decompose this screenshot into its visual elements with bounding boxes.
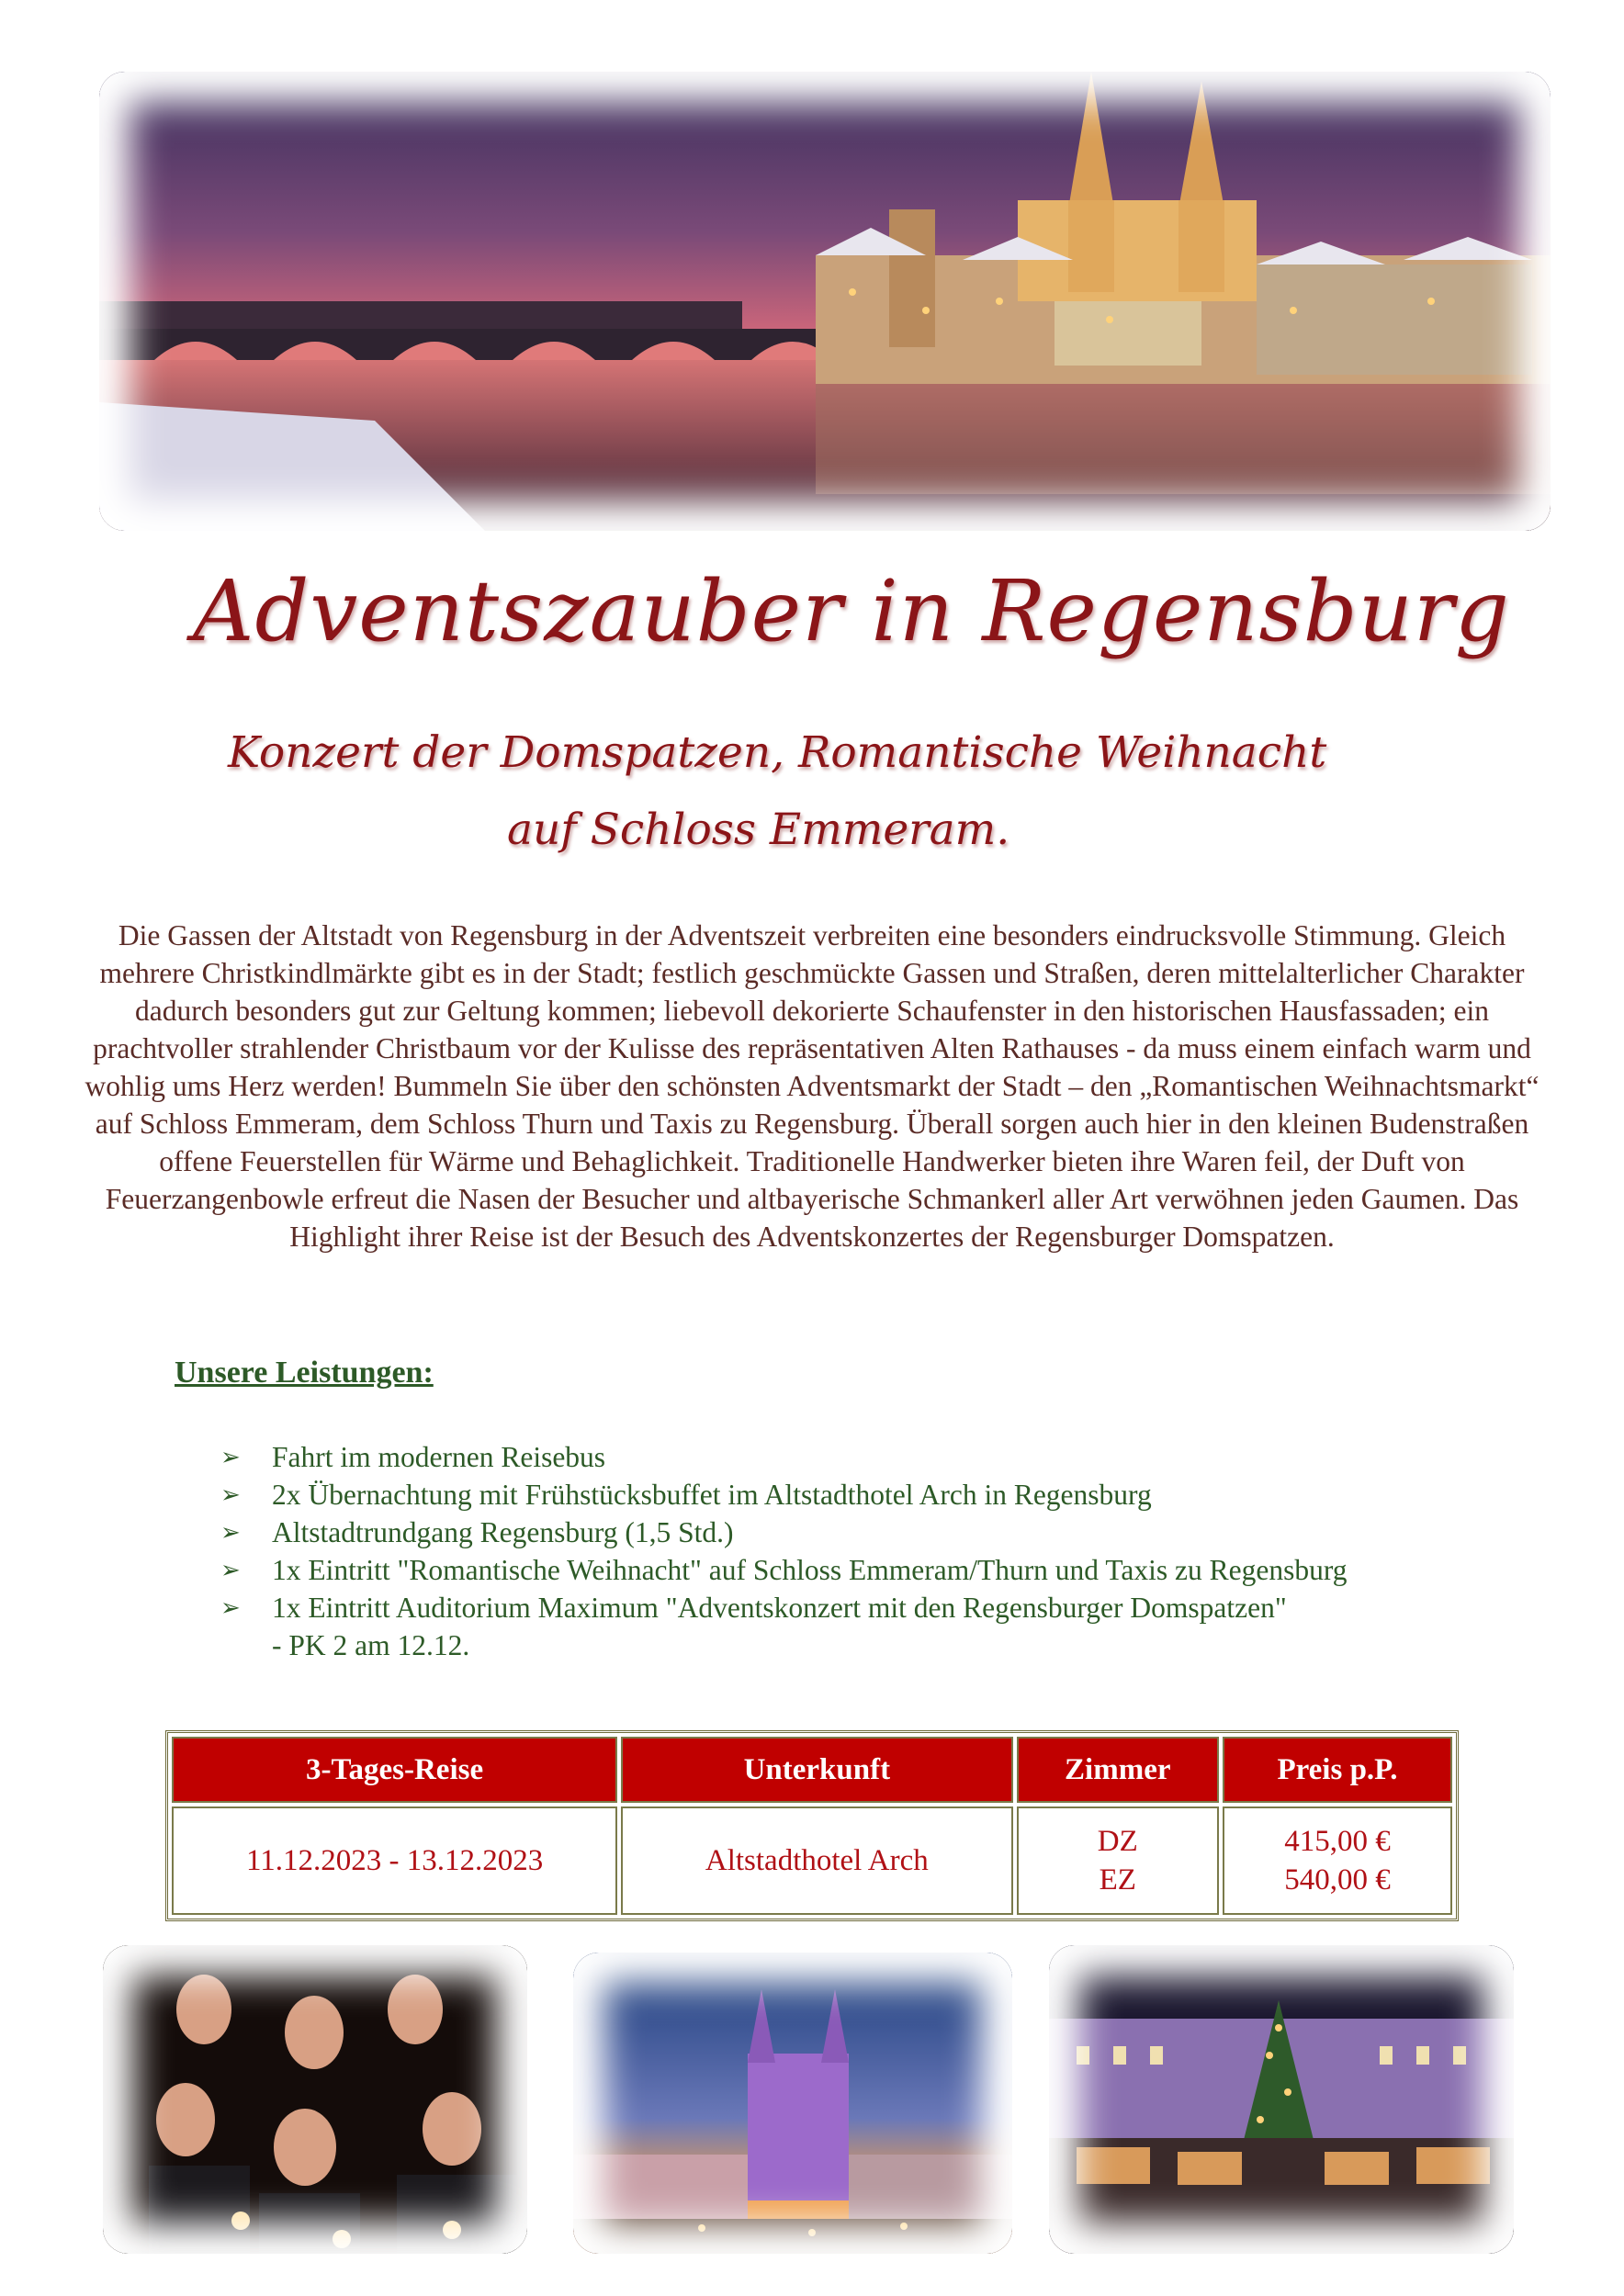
subtitle-line2: auf Schloss Emmeram.: [507, 805, 1010, 855]
list-item: ➢ 2x Übernachtung mit Frühstücksbuffet im Altstadthotel Arch in Regensburg: [220, 1476, 1506, 1514]
list-item: ➢ Fahrt im modernen Reisebus: [220, 1438, 1506, 1476]
list-item: ➢ Altstadtrundgang Regensburg (1,5 Std.): [220, 1514, 1506, 1551]
photo-choir-boys: [103, 1945, 527, 2254]
photo-christmas-market-castle: [1049, 1945, 1514, 2254]
table-header-row: [172, 1737, 1452, 1803]
hero-photo-regensburg-skyline: [99, 72, 1551, 531]
room-dz: DZ: [1097, 1825, 1138, 1858]
cell-prices: [1223, 1806, 1452, 1915]
price-dz: 415,00 €: [1284, 1825, 1391, 1858]
cell-dates: 11.12.2023 - 13.12.2023: [172, 1806, 617, 1915]
services-list: [220, 1438, 1506, 1664]
list-item: ➢ 1x Eintritt Auditorium Maximum "Adventskonzert mit den Regensburger Domspatzen" - PK 2 am 12.12.: [220, 1589, 1506, 1664]
room-ez: EZ: [1099, 1863, 1136, 1896]
price-table: [165, 1730, 1459, 1921]
arrow-bullet-icon: ➢: [220, 1557, 241, 1583]
col-header-price: Preis p.P.: [1223, 1737, 1452, 1803]
price-ez: 540,00 €: [1284, 1863, 1391, 1896]
table-row: [172, 1806, 1452, 1915]
col-header-room: Zimmer: [1017, 1737, 1220, 1803]
arrow-bullet-icon: ➢: [220, 1519, 241, 1546]
col-header-accommodation: Unterkunft: [621, 1737, 1012, 1803]
subtitle-line1: Konzert der Domspatzen, Romantische Weihnacht: [228, 727, 1327, 778]
cell-rooms: [1017, 1806, 1220, 1915]
page-title: Adventszauber in Regensburg: [193, 562, 1510, 660]
photo-church-night: [573, 1953, 1012, 2254]
arrow-bullet-icon: ➢: [220, 1481, 241, 1508]
list-item: ➢ 1x Eintritt "Romantische Weihnacht" auf Schloss Emmeram/Thurn und Taxis zu Regensburg: [220, 1551, 1506, 1589]
intro-paragraph: Die Gassen der Altstadt von Regensburg in der Adventszeit verbreiten eine besonders eindrucksvolle Stimmung. Gleich mehrere Christkindlmärkte gibt es in der Stadt; festlich geschmückte Gassen und Straßen, deren mittelalterlicher Charakter dadurch besonders gut zur Geltung kommen; liebevoll dekorierte Schaufenster in den historischen Hausfassaden; ein prachtvoller strahlender Christbaum vor der Kulisse des repräsentativen Alten Rathauses - da muss einem einfach warm und wohlig ums Herz werden! Bummeln Sie über den schönsten Adventsmarkt der Stadt – den „Romantischen Weihnachtsmarkt“ auf Schloss Emmeram, dem Schloss Thurn und Taxis zu Regensburg. Überall sorgen auch hier in den kleinen Budenstraßen offene Feuerstellen für Wärme und Behaglichkeit. Traditionelle Handwerker bieten ihre Waren feil, der Duft von Feuerzangenbowle erfreut die Nasen der Besucher und altbayerische Schmankerl aller Art verwöhnen jeden Gaumen. Das Highlight ihrer Reise ist der Besuch des Adventskonzertes der Regensburger Domspatzen.: [85, 919, 1539, 1253]
col-header-trip: 3-Tages-Reise: [172, 1737, 617, 1803]
cell-hotel: Altstadthotel Arch: [621, 1806, 1012, 1915]
services-heading: Unsere Leistungen:: [175, 1356, 434, 1390]
arrow-bullet-icon: ➢: [220, 1594, 241, 1621]
arrow-bullet-icon: ➢: [220, 1444, 241, 1470]
list-item-continuation: - PK 2 am 12.12.: [272, 1629, 470, 1661]
